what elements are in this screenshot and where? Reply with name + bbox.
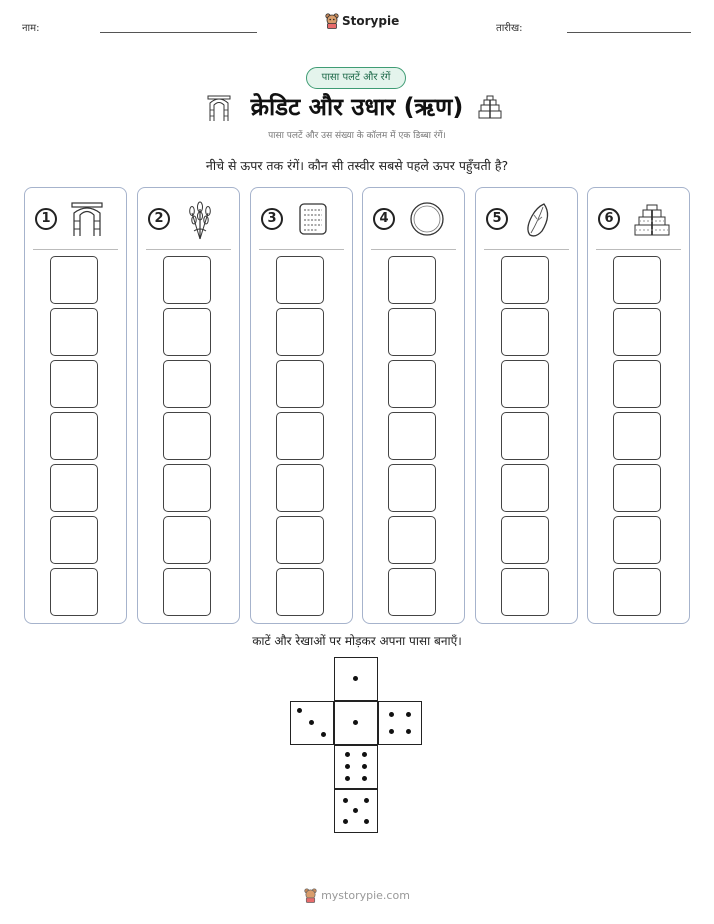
column-header <box>138 188 239 250</box>
column-number: 1 <box>35 208 57 230</box>
color-box[interactable] <box>388 256 436 304</box>
color-box[interactable] <box>388 360 436 408</box>
column-number: 4 <box>373 208 395 230</box>
color-box[interactable] <box>276 568 324 616</box>
subtitle: पासा पलटें और उस संख्या के कॉलम में एक डिब्बा रंगें। <box>268 131 446 141</box>
ziggurat-icon <box>634 201 670 237</box>
seed-icon <box>522 201 554 239</box>
color-box[interactable] <box>501 464 549 512</box>
color-box[interactable] <box>163 308 211 356</box>
bear-mascot-icon <box>304 888 317 903</box>
color-box[interactable] <box>613 568 661 616</box>
bear-mascot-icon <box>325 13 339 29</box>
color-box[interactable] <box>501 516 549 564</box>
color-box[interactable] <box>501 568 549 616</box>
die-face-right <box>378 701 422 745</box>
die-face-top <box>334 657 378 701</box>
footer-site: mystorypie.com <box>321 889 410 902</box>
arch-icon <box>71 201 103 237</box>
color-box[interactable] <box>388 568 436 616</box>
column-number: 3 <box>261 208 283 230</box>
name-line[interactable] <box>100 32 257 33</box>
color-box[interactable] <box>276 412 324 460</box>
color-box[interactable] <box>50 308 98 356</box>
brand-name: Storypie <box>342 14 400 28</box>
die-instruction: काटें और रेखाओं पर मोड़कर अपना पासा बनाएँ। <box>252 634 462 648</box>
die-face-lower <box>334 745 378 789</box>
color-box[interactable] <box>613 464 661 512</box>
page-title: क्रेडिट और उधार (ऋण) <box>250 93 464 121</box>
column-number: 5 <box>486 208 508 230</box>
die-face-bottom <box>334 789 378 833</box>
color-box[interactable] <box>50 464 98 512</box>
color-box[interactable] <box>276 360 324 408</box>
dice-column-3 <box>250 187 353 624</box>
color-box[interactable] <box>50 256 98 304</box>
color-box[interactable] <box>613 412 661 460</box>
color-box[interactable] <box>163 464 211 512</box>
activity-pill: पासा पलटें और रंगें <box>306 67 406 89</box>
color-box[interactable] <box>388 412 436 460</box>
color-box[interactable] <box>613 256 661 304</box>
column-header <box>363 188 464 250</box>
color-box[interactable] <box>613 308 661 356</box>
color-box[interactable] <box>388 464 436 512</box>
wheat-icon <box>184 201 216 241</box>
color-box[interactable] <box>163 360 211 408</box>
dice-column-1 <box>24 187 127 624</box>
color-box[interactable] <box>163 516 211 564</box>
dice-column-6 <box>587 187 690 624</box>
date-line[interactable] <box>567 32 691 33</box>
instruction-text: नीचे से ऊपर तक रंगें। कौन सी तस्वीर सबसे पहले ऊपर पहुँचती है? <box>205 158 509 173</box>
dice-column-2 <box>137 187 240 624</box>
color-box[interactable] <box>50 412 98 460</box>
name-label: नाम: <box>22 23 40 34</box>
column-number: 6 <box>598 208 620 230</box>
clay-tablet-icon <box>297 201 329 237</box>
footer <box>0 888 714 903</box>
color-box[interactable] <box>388 516 436 564</box>
color-box[interactable] <box>50 360 98 408</box>
dice-column-5 <box>475 187 578 624</box>
column-header <box>251 188 352 250</box>
color-box[interactable] <box>276 464 324 512</box>
color-box[interactable] <box>613 516 661 564</box>
color-box[interactable] <box>163 412 211 460</box>
brand-logo <box>325 13 399 29</box>
column-number: 2 <box>148 208 170 230</box>
color-box[interactable] <box>276 516 324 564</box>
color-box[interactable] <box>276 308 324 356</box>
color-box[interactable] <box>501 256 549 304</box>
color-box[interactable] <box>501 308 549 356</box>
color-box[interactable] <box>501 412 549 460</box>
die-face-center <box>334 701 378 745</box>
color-box[interactable] <box>50 516 98 564</box>
column-header <box>25 188 126 250</box>
ziggurat-icon <box>478 94 502 120</box>
date-label: तारीख: <box>496 23 523 34</box>
column-header <box>476 188 577 250</box>
color-box[interactable] <box>50 568 98 616</box>
color-box[interactable] <box>163 256 211 304</box>
color-box[interactable] <box>388 308 436 356</box>
dice-column-4 <box>362 187 465 624</box>
die-face-left <box>290 701 334 745</box>
coin-icon <box>409 201 445 237</box>
color-box[interactable] <box>276 256 324 304</box>
color-box[interactable] <box>163 568 211 616</box>
color-box[interactable] <box>613 360 661 408</box>
color-box[interactable] <box>501 360 549 408</box>
column-header <box>588 188 689 250</box>
